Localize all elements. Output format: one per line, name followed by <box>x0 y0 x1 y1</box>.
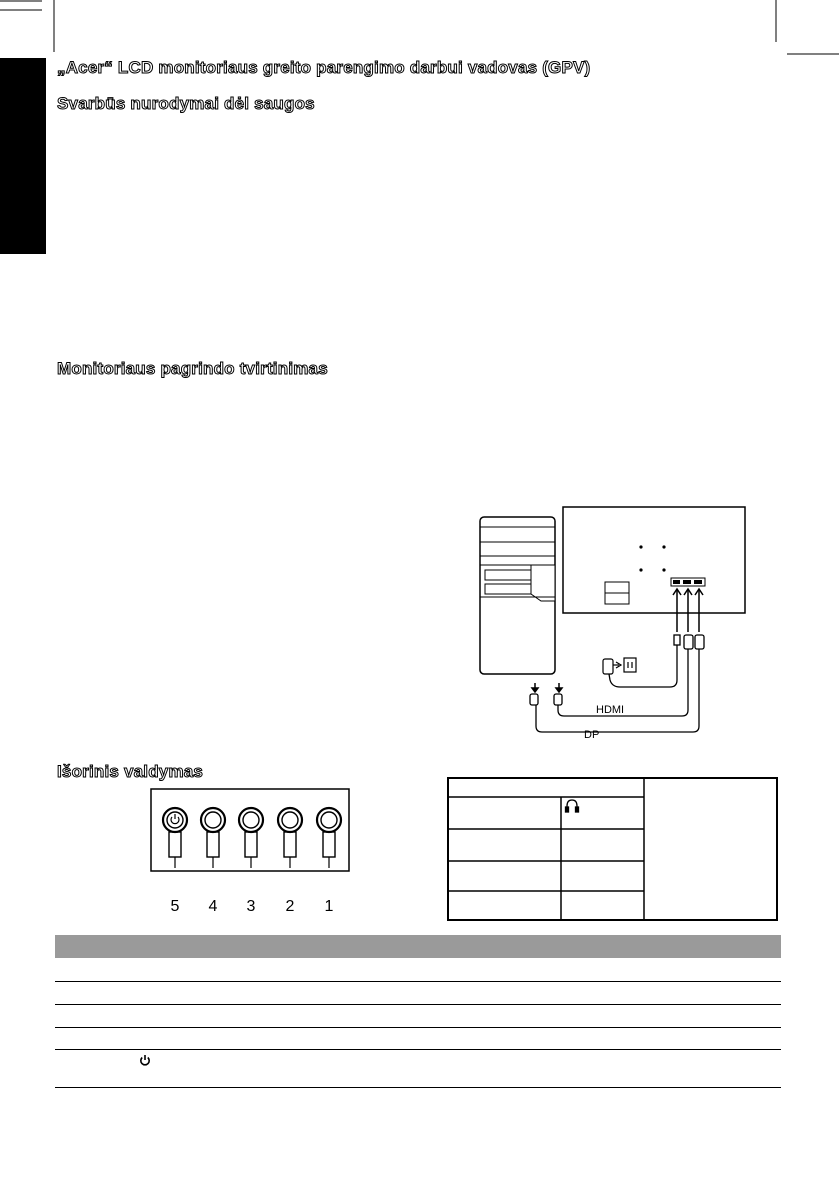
function-table-grid <box>449 779 776 919</box>
button-numbers <box>150 898 350 920</box>
monitor-back <box>563 507 745 613</box>
cable-arrows <box>673 589 703 632</box>
button-number: 4 <box>208 898 218 915</box>
function-description-table <box>55 935 781 1088</box>
connection-diagram <box>466 504 756 744</box>
power-icon <box>139 1054 151 1066</box>
safety-heading: Svarbūs nurodymai dėl saugos <box>57 94 315 113</box>
function-table <box>447 777 778 921</box>
cable-connectors <box>530 635 704 705</box>
button-number: 3 <box>246 898 256 915</box>
table-row <box>55 982 781 1005</box>
table-row <box>55 958 781 982</box>
button-number: 1 <box>324 898 334 915</box>
table-header <box>55 935 781 958</box>
headphone-icon <box>566 800 579 812</box>
page-title: „Acer“ LCD monitoriaus greito parengimo darbui vadovas (GPV) <box>57 58 591 77</box>
table-row <box>55 1005 781 1028</box>
button-number: 2 <box>285 898 295 915</box>
power-adapter <box>603 658 636 674</box>
language-tab <box>0 58 46 254</box>
stand-heading: Monitoriaus pagrindo tvirtinimas <box>57 359 328 378</box>
pc-tower <box>480 517 555 674</box>
table-row <box>55 1050 781 1088</box>
button-number: 5 <box>170 898 180 915</box>
dp-label: DP <box>584 729 600 741</box>
button-panel <box>150 788 350 872</box>
crop-marks <box>0 0 839 60</box>
hdmi-label: HDMI <box>596 704 625 716</box>
controls-heading: Išorinis valdymas <box>57 762 204 781</box>
table-row <box>55 1028 781 1050</box>
pc-arrows <box>532 683 562 692</box>
